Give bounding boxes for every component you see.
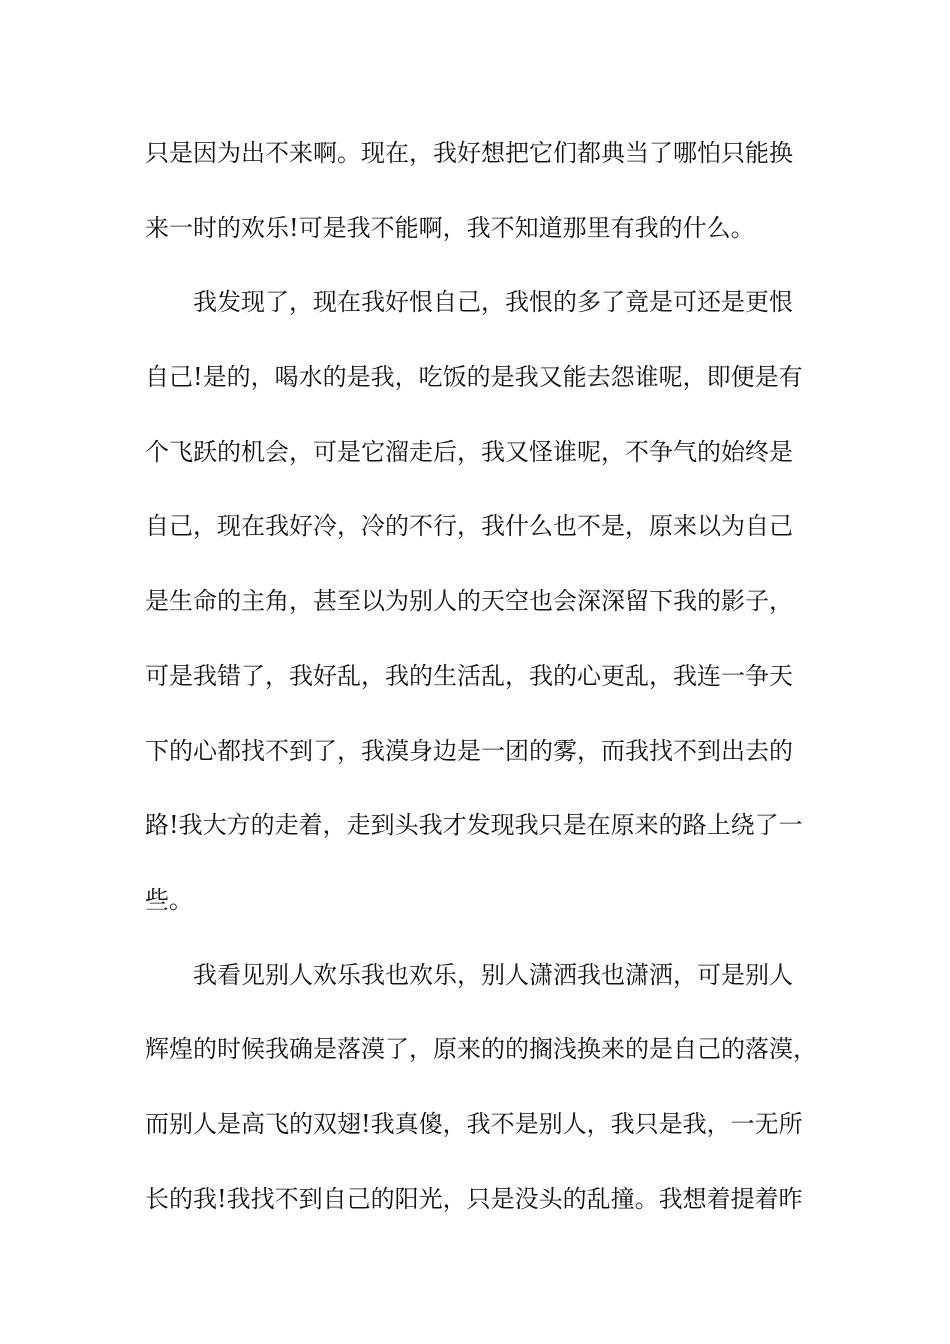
text-line-2: 来一时的欢乐!可是我不能啊，我不知道那里有我的什么。 xyxy=(145,213,755,242)
text-line-10: 路!我大方的走着，走到头我才发现我只是在原来的路上绕了一 xyxy=(145,811,803,840)
text-line-12: 我看见别人欢乐我也欢乐，别人潇洒我也潇洒，可是别人 xyxy=(193,960,793,989)
text-line-9: 下的心都找不到了，我漠身边是一团的雾，而我找不到出去的 xyxy=(145,736,793,765)
text-line-5: 个飞跃的机会，可是它溜走后，我又怪谁呢，不争气的始终是 xyxy=(145,437,793,466)
text-line-1: 只是因为出不来啊。现在，我好想把它们都典当了哪怕只能换 xyxy=(145,139,793,167)
text-line-7: 是生命的主角，甚至以为别人的天空也会深深留下我的影子， xyxy=(145,587,793,616)
text-line-4: 自己!是的，喝水的是我，吃饭的是我又能去怨谁呢，即便是有 xyxy=(145,363,803,392)
text-line-8: 可是我错了，我好乱，我的生活乱，我的心更乱，我连一争天 xyxy=(145,661,793,690)
text-line-6: 自己，现在我好冷，冷的不行，我什么也不是，原来以为自己 xyxy=(145,512,793,541)
body-text xyxy=(145,133,825,1253)
text-line-15: 长的我!我找不到自己的阳光，只是没头的乱撞。我想着提着昨 xyxy=(145,1184,803,1213)
text-line-14: 而别人是高飞的双翅!我真傻，我不是别人，我只是我，一无所 xyxy=(145,1109,803,1138)
text-line-3: 我发现了，现在我好恨自己，我恨的多了竟是可还是更恨 xyxy=(193,288,793,317)
text-line-11: 些。 xyxy=(145,885,193,914)
text-line-13: 辉煌的时候我确是落漠了，原来的的搁浅换来的是自己的落漠， xyxy=(145,1035,817,1064)
